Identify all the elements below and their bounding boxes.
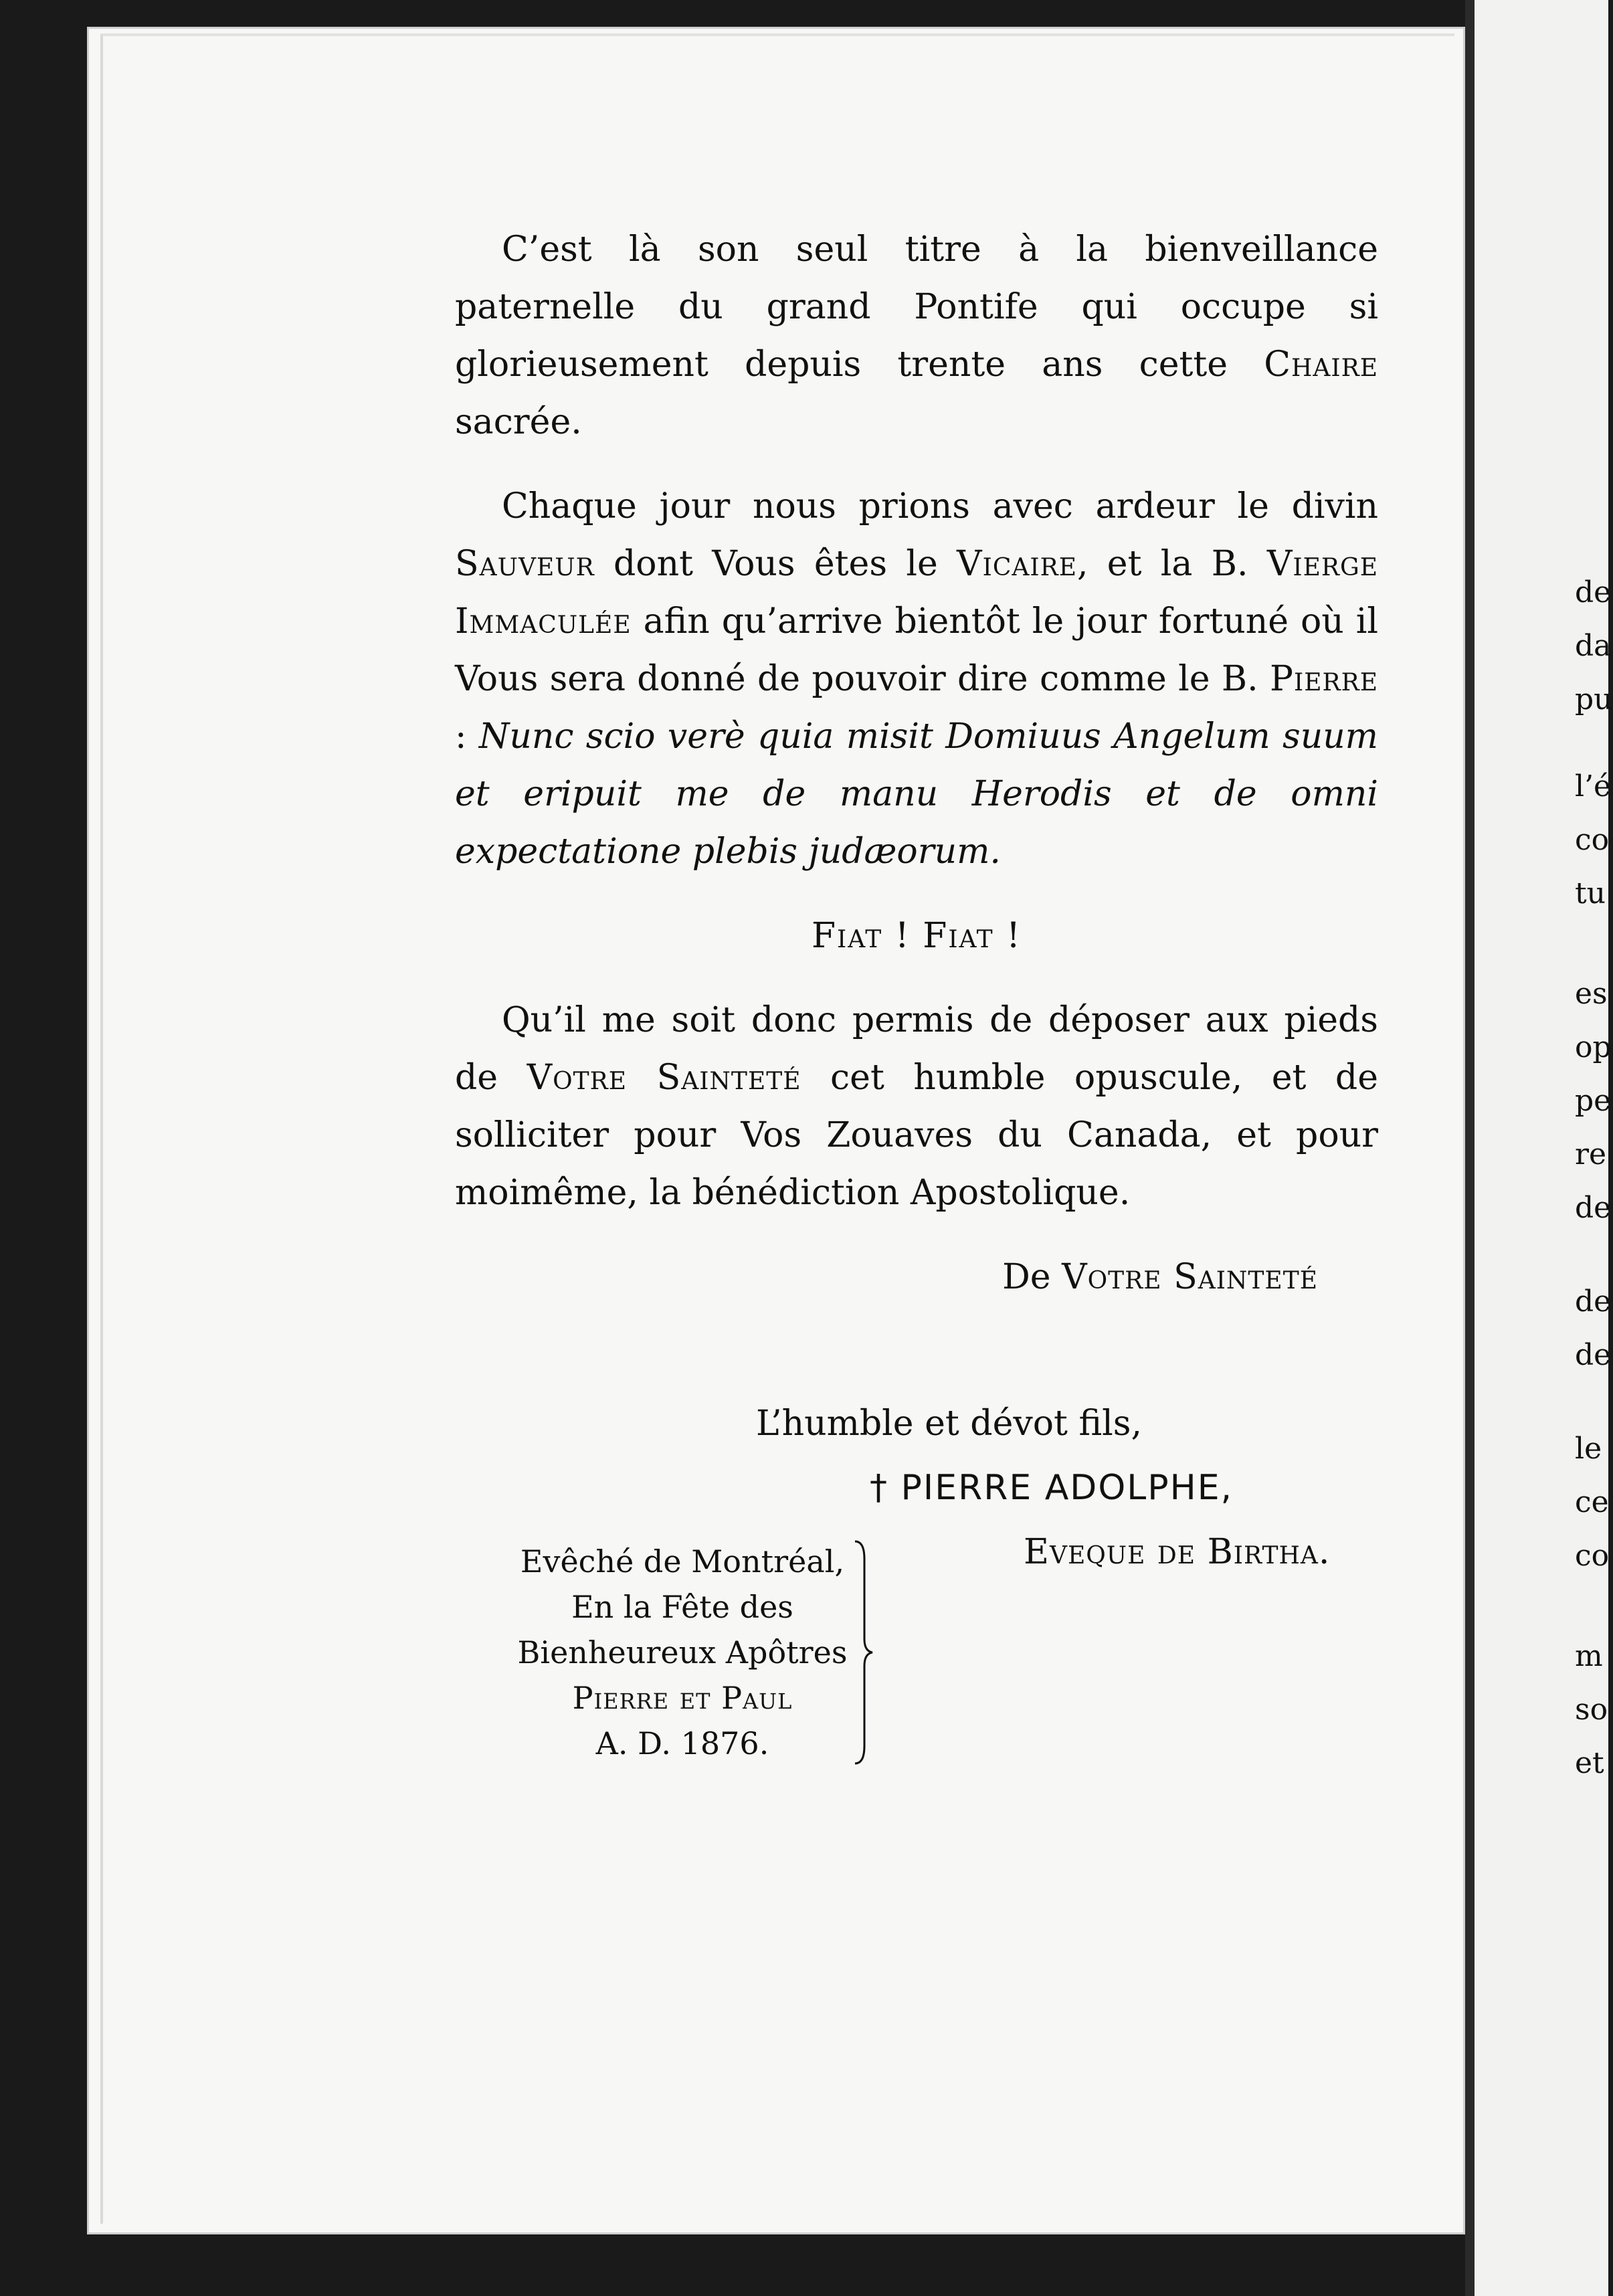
fragment: le: [1575, 1432, 1602, 1466]
fragment: de: [1575, 1191, 1612, 1225]
fragment: pu: [1575, 682, 1613, 716]
letter-body: [455, 221, 1378, 1306]
place-line: Pierre et Paul: [572, 1680, 793, 1716]
fragment: tu: [1575, 876, 1606, 911]
place-line: Bienheureux Apôtres: [517, 1634, 848, 1670]
fragment: de: [1575, 1338, 1612, 1372]
paragraph-1: C’est là son seul titre à la bienveillance paternelle du grand Pontife qui occupe si glorieusement depuis trente ans cette Chaire sacrée.: [455, 229, 1378, 442]
fragment: op: [1575, 1030, 1612, 1064]
place-date-block: [495, 1539, 870, 1766]
fragment: et: [1575, 1746, 1604, 1780]
paragraph-2: Chaque jour nous prions avec ardeur le divin Sauveur dont Vous êtes le Vicaire, et la B. Vierge Immaculée afin qu’arrive bientôt le jour fortuné où il Vous sera donné de pouvoir dire comme le B. Pierre : Nunc scio verè quia misit Domiuus Angelum suum et eripuit me de manu Herodis et de omni expectatione plebis judæorum.: [455, 486, 1379, 872]
place-line: Evêché de Montréal,: [520, 1543, 845, 1580]
fragment: es: [1575, 977, 1608, 1011]
paragraph-3: Qu’il me soit donc permis de déposer aux pieds de Votre Sainteté cet humble opuscule, et de solliciter pour Vos Zouaves du Canada, et pour moimême, la bénédiction Apostolique.: [455, 1000, 1378, 1213]
fragment: de: [1575, 575, 1612, 609]
fragment: da: [1575, 629, 1612, 663]
place-line: A. D. 1876.: [595, 1725, 769, 1761]
place-line: En la Fête des: [571, 1589, 793, 1625]
signature-title: Eveque de Birtha.: [1024, 1532, 1331, 1572]
facing-page-fragment: [1475, 0, 1613, 2296]
fragment: pe: [1575, 1084, 1612, 1118]
signature-greeting: L’humble et dévot fils,: [756, 1404, 1143, 1444]
fragment: m: [1575, 1639, 1603, 1673]
latin-quote: Nunc scio verè quia misit Domiuus Angelum suum et eripuit me de manu Herodis et de omni expectatione plebis judæorum.: [455, 716, 1378, 872]
fragment: de: [1575, 1284, 1612, 1319]
fragment: re: [1575, 1137, 1607, 1171]
book-gutter: [1465, 0, 1475, 2296]
fragment: co: [1575, 1539, 1610, 1573]
fragment: l’é: [1575, 769, 1612, 803]
fiat-line: Fiat ! Fiat !: [811, 916, 1022, 956]
fragment: co: [1575, 823, 1610, 857]
fragment: so: [1575, 1693, 1608, 1727]
curly-brace: [850, 1539, 876, 1766]
fragment: ce: [1575, 1485, 1609, 1519]
signature-name: † PIERRE ADOLPHE,: [870, 1468, 1234, 1508]
closing-line: De Votre Sainteté: [1002, 1257, 1318, 1297]
